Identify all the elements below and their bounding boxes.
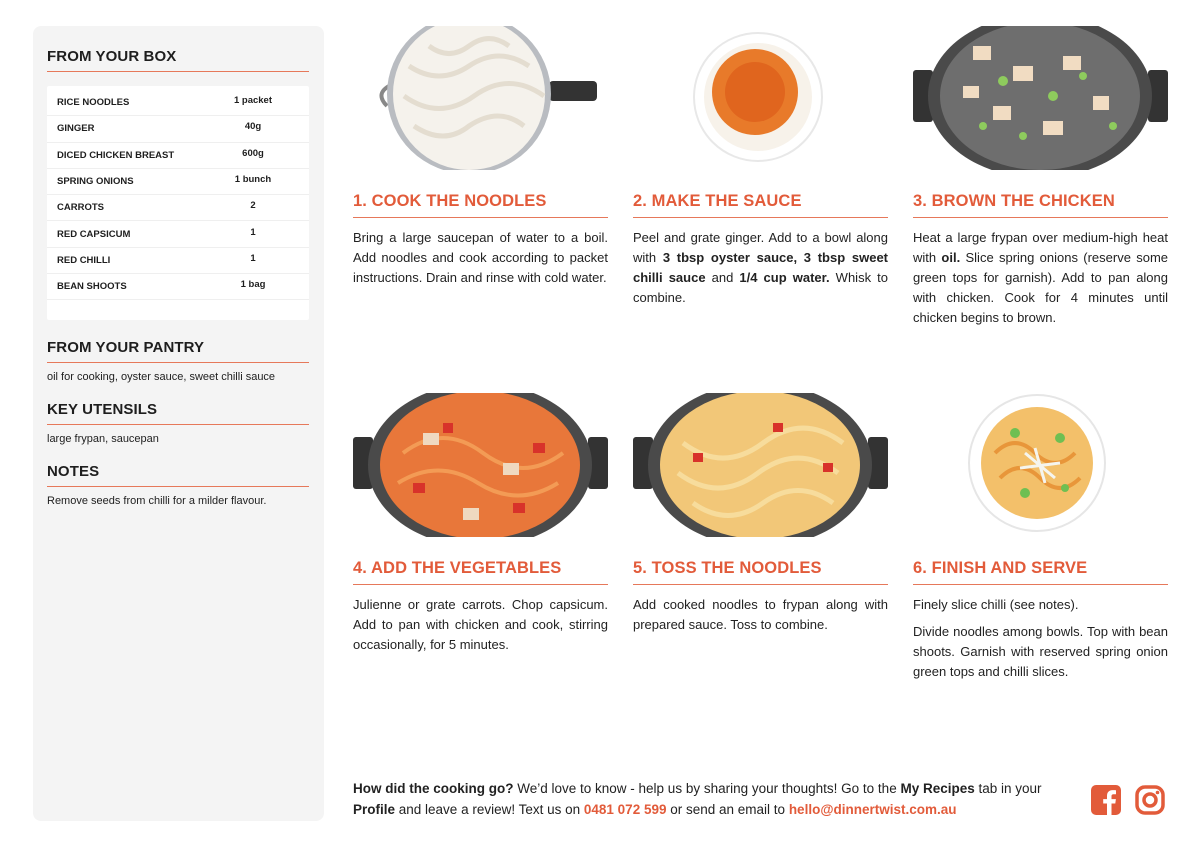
text-run: or send an email to (666, 802, 789, 817)
table-row (47, 274, 309, 300)
step-text (353, 595, 608, 655)
step-title: 4. ADD THE VEGETABLES (353, 559, 608, 585)
ingredient-qty: 1 (250, 252, 256, 264)
step-1 (353, 26, 608, 326)
text-run: Whisk to combine. (633, 270, 888, 305)
ingredient-qty: 2 (250, 200, 256, 212)
step-title: 3. BROWN THE CHICKEN (913, 192, 1168, 218)
sidebar (33, 26, 324, 821)
step-text (353, 228, 608, 288)
text-run: Slice spring onions (reserve some green tops for garnish). Add to pan along with chicken. Cook for 4 minutes until chicken begins to brown. (913, 250, 1169, 325)
serving-bowl-image (965, 393, 1109, 533)
text-run-bold: 3 tbsp oyster sauce, 3 tbsp sweet chilli sauce (633, 250, 888, 285)
pantry-section (47, 339, 309, 383)
utensils-section (47, 401, 309, 445)
noodles-strainer-image (369, 26, 601, 170)
step-title: 1. COOK THE NOODLES (353, 192, 608, 218)
text-run: and (705, 270, 740, 285)
chicken-frypan-image (913, 26, 1168, 170)
ingredient-name: RED CHILLI (57, 254, 111, 266)
ingredient-qty: 600g (242, 147, 264, 159)
step-6 (913, 393, 1168, 713)
table-row (47, 221, 309, 247)
table-row (47, 116, 309, 142)
step-text (633, 595, 888, 635)
ingredient-qty: 1 packet (233, 95, 273, 107)
step-paragraph: Julienne or grate carrots. Chop capsicum. Add to pan with chicken and cook, stirring occasionally, for 5 minutes. (353, 597, 608, 652)
step-text (913, 595, 1168, 682)
feedback-question: How did the cooking go? (353, 781, 514, 796)
footer-feedback (353, 778, 1073, 820)
step-title: 5. TOSS THE NOODLES (633, 559, 888, 585)
text-run: We’d love to know - help us by sharing your thoughts! Go to the (513, 781, 901, 796)
ingredient-name: RICE NOODLES (57, 97, 130, 109)
step-paragraph: Bring a large saucepan of water to a boil. Add noodles and cook according to packet instructions. Drain and rinse with cold water. (353, 230, 608, 285)
box-title: FROM YOUR BOX (47, 48, 309, 72)
step-paragraph (913, 228, 1168, 328)
ingredient-name: GINGER (57, 123, 95, 135)
step-text (913, 228, 1168, 328)
step-paragraph: Divide noodles among bowls. Top with bean shoots. Garnish with reserved spring onion green tops and chilli slices. (913, 624, 1168, 679)
instagram-icon[interactable] (1135, 785, 1165, 815)
text-run: tab in your (974, 781, 1042, 796)
step-paragraph: Finely slice chilli (see notes). (913, 597, 1079, 612)
ingredient-name: RED CAPSICUM (57, 228, 131, 240)
email-link[interactable]: hello@dinnertwist.com.au (788, 802, 957, 817)
ingredient-qty: 1 bunch (234, 174, 272, 186)
my-recipes-label: My Recipes (900, 781, 975, 796)
profile-label: Profile (353, 802, 396, 817)
notes-section (47, 463, 309, 507)
table-row (47, 169, 309, 195)
ingredient-qty: 40g (244, 121, 262, 133)
utensils-title: KEY UTENSILS (47, 401, 309, 425)
facebook-icon[interactable] (1091, 785, 1121, 815)
table-row (47, 248, 309, 274)
table-row (47, 195, 309, 221)
step-title: 2. MAKE THE SAUCE (633, 192, 888, 218)
step-2 (633, 26, 888, 326)
step-paragraph (633, 228, 888, 308)
text-run: and leave a review! Text us on (395, 802, 584, 817)
ingredient-name: SPRING ONIONS (57, 176, 134, 188)
ingredient-name: CARROTS (57, 202, 104, 214)
pantry-text: oil for cooking, oyster sauce, sweet chilli sauce (47, 371, 276, 383)
table-row (47, 90, 309, 116)
text-run: Heat a large frypan over medium-high heat with (913, 230, 1168, 265)
step-title: 6. FINISH AND SERVE (913, 559, 1168, 585)
ingredient-name: DICED CHICKEN BREAST (57, 149, 175, 161)
notes-text: Remove seeds from chilli for a milder flavour. (47, 495, 267, 507)
table-row (47, 143, 309, 169)
text-run: Peel and grate ginger. Add to a bowl along with (633, 230, 888, 265)
ingredient-qty: 1 bag (240, 279, 266, 291)
step-3 (913, 26, 1168, 346)
vegetables-frypan-image (353, 393, 608, 537)
sauce-bowl-image (691, 30, 825, 164)
step-5 (633, 393, 888, 693)
notes-title: NOTES (47, 463, 309, 487)
pantry-title: FROM YOUR PANTRY (47, 339, 309, 363)
step-text (633, 228, 888, 308)
utensils-text: large frypan, saucepan (47, 433, 159, 445)
step-paragraph: Add cooked noodles to frypan along with prepared sauce. Toss to combine. (633, 597, 888, 632)
ingredient-table (47, 86, 309, 320)
ingredient-qty: 1 (250, 226, 256, 238)
phone-link[interactable]: 0481 072 599 (583, 802, 667, 817)
text-run-bold: 1/4 cup water. (739, 270, 830, 285)
toss-noodles-image (633, 393, 888, 537)
text-run-bold: oil. (941, 250, 961, 265)
step-4 (353, 393, 608, 693)
ingredient-name: BEAN SHOOTS (57, 281, 127, 293)
